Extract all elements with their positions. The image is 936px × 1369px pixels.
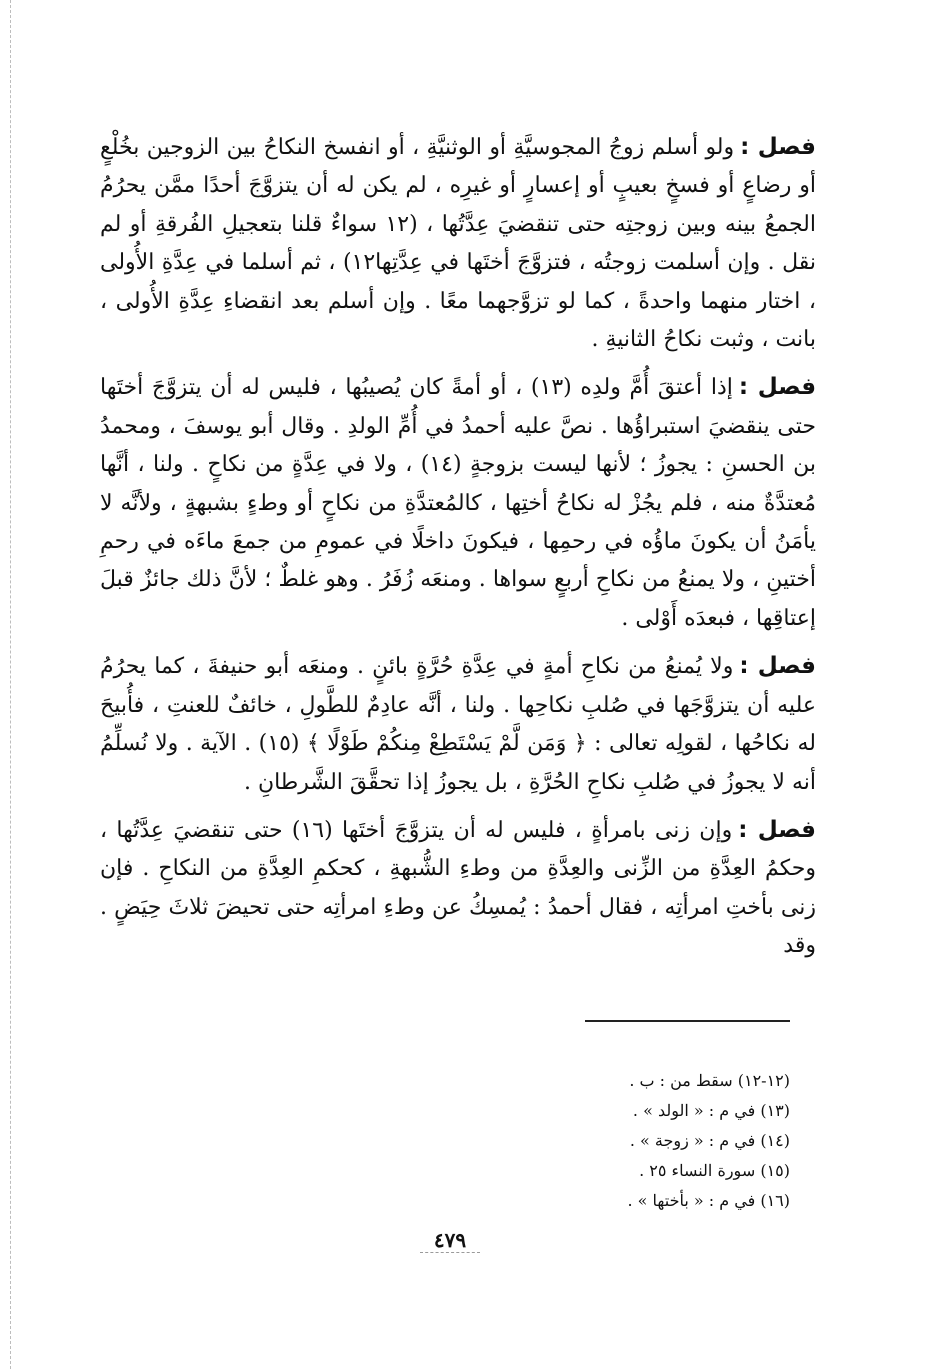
footnote-separator — [585, 1020, 790, 1022]
main-text — [100, 128, 816, 975]
binding-margin-line — [10, 0, 11, 1369]
section-heading: فصل : — [740, 134, 816, 160]
footnotes — [470, 1066, 790, 1216]
footnote-13: (١٣) في م : « الولد » . — [632, 1101, 790, 1120]
section-heading: فصل : — [739, 653, 816, 680]
paragraph-3 — [100, 647, 816, 802]
paragraph-text: وإن زنى بامرأةٍ ، فليس له أن يتزوَّجَ أختَها (١٦) حتى تنقضيَ عِدَّتُها ، وحكمُ العِدَّةِ من الزِّنى والعِدَّةِ من وطءِ الشُّبهةِ ، كحكمِ العِدَّةِ من النكاحِ . فإن زنى بأختِ امرأتِه ، فقال أحمدُ : يُمسِكُ عن وطءِ امرأتِه حتى تحيضَ ثلاثَ حِيَضٍ . وقد — [100, 817, 816, 959]
footnote-15: (١٥) سورة النساء ٢٥ . — [639, 1161, 790, 1180]
footnote-12: (١٢-١٢) سقط من : ب . — [629, 1071, 790, 1090]
paragraph-text: ولو أسلم زوجُ المجوسيَّةِ أو الوثنيَّةِ ، أو انفسخ النكاحُ بين الزوجين بخُلْعٍ أو رضاعٍ أو فسخٍ بعيبٍ أو إعسارٍ أو غيرِه ، لم يكن له أن يتزوَّجَ أحدًا ممَّن يحرُمُ الجمعُ بينه وبين زوجتِه حتى تنقضيَ عِدَّتُها ، (١٢ سواءٌ قلنا بتعجيلِ الفُرقةِ أو لم نقل . وإن أسلمت زوجتُه ، فتزوَّجَ أختَها في عِدَّتِها١٢) ، ثم أسلما في عِدَّةِ الأُولى ، اختار منهما واحدةً ، كما لو تزوَّجهما معًا . وإن أسلم بعد انقضاءِ عِدَّةِ الأُولى ، بانت ، وثبت نكاحُ الثانيةِ . — [100, 135, 816, 353]
footnote-14: (١٤) في م : « زوجة » . — [629, 1131, 790, 1150]
paragraph-1 — [100, 128, 816, 359]
paragraph-4 — [100, 811, 816, 966]
section-heading: فصل : — [738, 374, 817, 401]
paragraph-2 — [100, 368, 816, 638]
paragraph-text: إذا أعتقَ أُمَّ ولدِه (١٣) ، أو أمةً كان يُصيبُها ، فليس له أن يتزوَّجَ أختَها حتى ينقضيَ استبراؤُها . نصَّ عليه أحمدُ في أُمِّ الولدِ . وقال أبو يوسفَ ، ومحمدُ بن الحسنِ : يجوزُ ؛ لأنها ليست بزوجةٍ (١٤) ، ولا في عِدَّةٍ من نكاحٍ . ولنا ، أنَّها مُعتدَّةٌ منه ، فلم يجُزْ له نكاحُ أختِها ، كالمُعتدَّةِ من نكاحٍ أو وطءٍ بشبهةٍ ، ولأنَّه لا يأمَنُ أن يكونَ ماؤُه في رحمِها ، فيكونَ داخلًا في عمومِ من جمعَ ماءَه في رحمِ أختينِ ، ولا يمنعُ من نكاحِ أربعٍ سواها . ومنعَه زُفَرُ . وهو غلطٌ ؛ لأنَّ ذلك جائزٌ قبلَ إعتاقِها ، فبعدَه أَوْلى . — [100, 375, 817, 631]
footnote-16: (١٦) في م : « بأختها » . — [627, 1191, 790, 1210]
page-number: ٤٧٩ — [420, 1228, 480, 1253]
paragraph-text: ولا يُمنعُ من نكاحِ أمةٍ في عِدَّةِ حُرَّةٍ بائنٍ . ومنعَه أبو حنيفةَ ، كما يحرُمُ عليه أن يتزوَّجَها في صُلبِ نكاحِها . ولنا ، أنَّه عادِمٌ للطَّولِ ، خائفٌ للعنتِ ، فأُبيحَ له نكاحُها ، لقولِه تعالى : ﴿ وَمَن لَّمْ يَسْتَطِعْ مِنكُمْ طَوْلًا ﴾ (١٥) . الآية . ولا نُسلِّمُ أنه لا يجوزُ في صُلبِ نكاحِ الحُرَّةِ ، بل يجوزُ إذا تحقَّقَ الشَّرطانِ . — [100, 654, 816, 795]
section-heading: فصل : — [738, 816, 816, 843]
